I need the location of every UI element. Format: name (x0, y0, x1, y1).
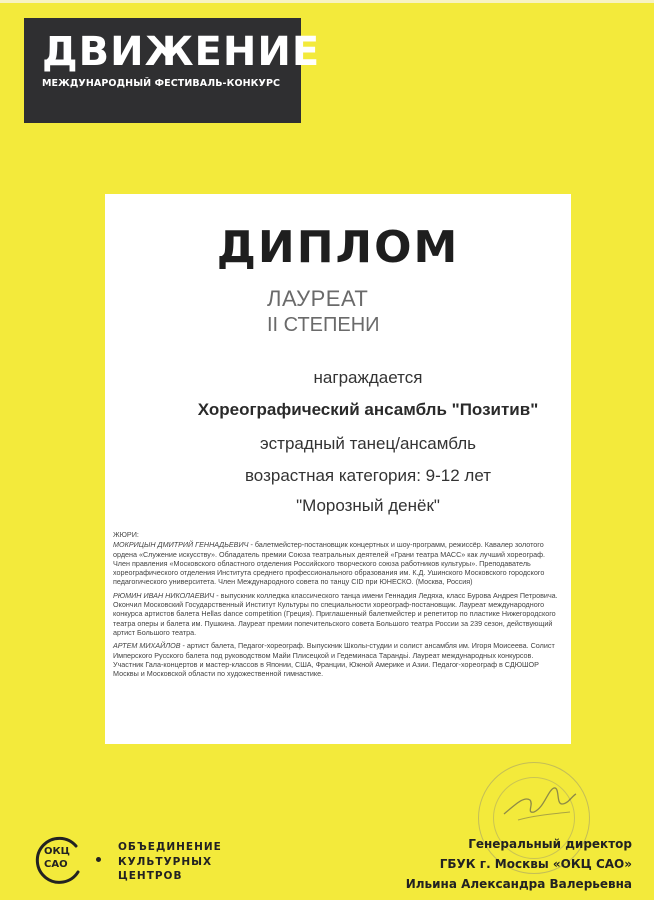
festival-title: ДВИЖЕНИЕ (42, 29, 321, 75)
jury-member-name: РЮМИН ИВАН НИКОЛАЕВИЧ (113, 590, 215, 600)
scan-edge (0, 0, 654, 3)
signatory-org: ГБУК г. Москвы «ОКЦ САО» (439, 857, 632, 871)
signatory-name: Ильина Александра Валерьевна (405, 877, 632, 891)
awarded-label: награждается (313, 368, 423, 387)
diploma-sheet (105, 194, 571, 744)
jury-section (113, 530, 561, 682)
jury-heading: ЖЮРИ: (113, 530, 139, 539)
recipient-name: Хореографический ансамбль "Позитив" (197, 400, 539, 419)
signatory-position: Генеральный директор (468, 837, 632, 851)
okc-dot-icon (96, 857, 101, 862)
jury-member-name: МОКРИЦЫН ДМИТРИЙ ГЕННАДЬЕВИЧ (113, 540, 249, 550)
diploma-title: ДИПЛОМ (216, 222, 460, 273)
jury-member-bio: - балетмейстер-постановщик концертных и шоу-программ, режиссёр. Кавалер золотого ордена «Служение искусству». Обладатель премии Союза театральных деятелей «Грани театра МАСС» как лучший хореограф. Член правления «Московского областного отделения Российского творческого союза работников культуры». Преподаватель хореографического отделения Института среднего профессионального образования им. К.Д. Ушинского Московского городского педагогического университета. Член Международного совета по танцу CID при ЮНЕСКО. (Москва, Россия) (113, 540, 546, 587)
signature-icon (498, 774, 578, 838)
okc-abbr: ОКЦ САО (44, 846, 70, 870)
festival-subtitle: МЕЖДУНАРОДНЫЙ ФЕСТИВАЛЬ-КОНКУРС (42, 78, 281, 89)
jury-member (113, 540, 561, 586)
nomination: эстрадный танец/ансамбль (259, 434, 476, 453)
piece-title: "Морозный денёк" (296, 496, 440, 515)
organizer-logo (32, 826, 282, 892)
rank-degree: II СТЕПЕНИ (267, 314, 380, 336)
jury-member (113, 591, 561, 637)
organizer-name: ОБЪЕДИНЕНИЕ КУЛЬТУРНЫХ ЦЕНТРОВ (118, 841, 222, 882)
signatory-block (406, 834, 632, 894)
jury-member (113, 641, 561, 678)
festival-logo (24, 18, 321, 123)
jury-member-bio: - артист балета, Педагог-хореограф. Выпускник Школы-студии и солист ансамбля им. Игоря Моисеева. Солист Имперского Русского балета под руководством Майи Плисецкой и Гедеминаса Тарандьі. Лауреат международных конкурсов. Участник Гала-концертов и мастер-классов в Японии, США, Франции, Южной Америке и Азии. Педагог-хореограф в СДЮШОР Москвы и Московской области по художественной гимнастике. (113, 641, 555, 679)
age-category: возрастная категория: 9-12 лет (244, 466, 492, 485)
rank-title: ЛАУРЕАТ (267, 286, 369, 311)
jury-member-bio: - выпускник колледжа классического танца имени Геннадия Ледяха, класс Бурова Андрея Петровича. Окончил Московский Государственный Институт Культуры по специальности хореограф-постановщик. Лауреат международного конкурса артистов балета Hellas dance competition (Греция). Приглашенный балетмейстер и репетитор по пластике Нижегородского театра оперы и балета им. Пушкина. Лауреат премии попечительского совета Большого театра России за 239 сезон, действующий артист Большого театра. (113, 590, 558, 637)
jury-member-name: АРТЕМ МИХАЙЛОВ (113, 641, 181, 651)
